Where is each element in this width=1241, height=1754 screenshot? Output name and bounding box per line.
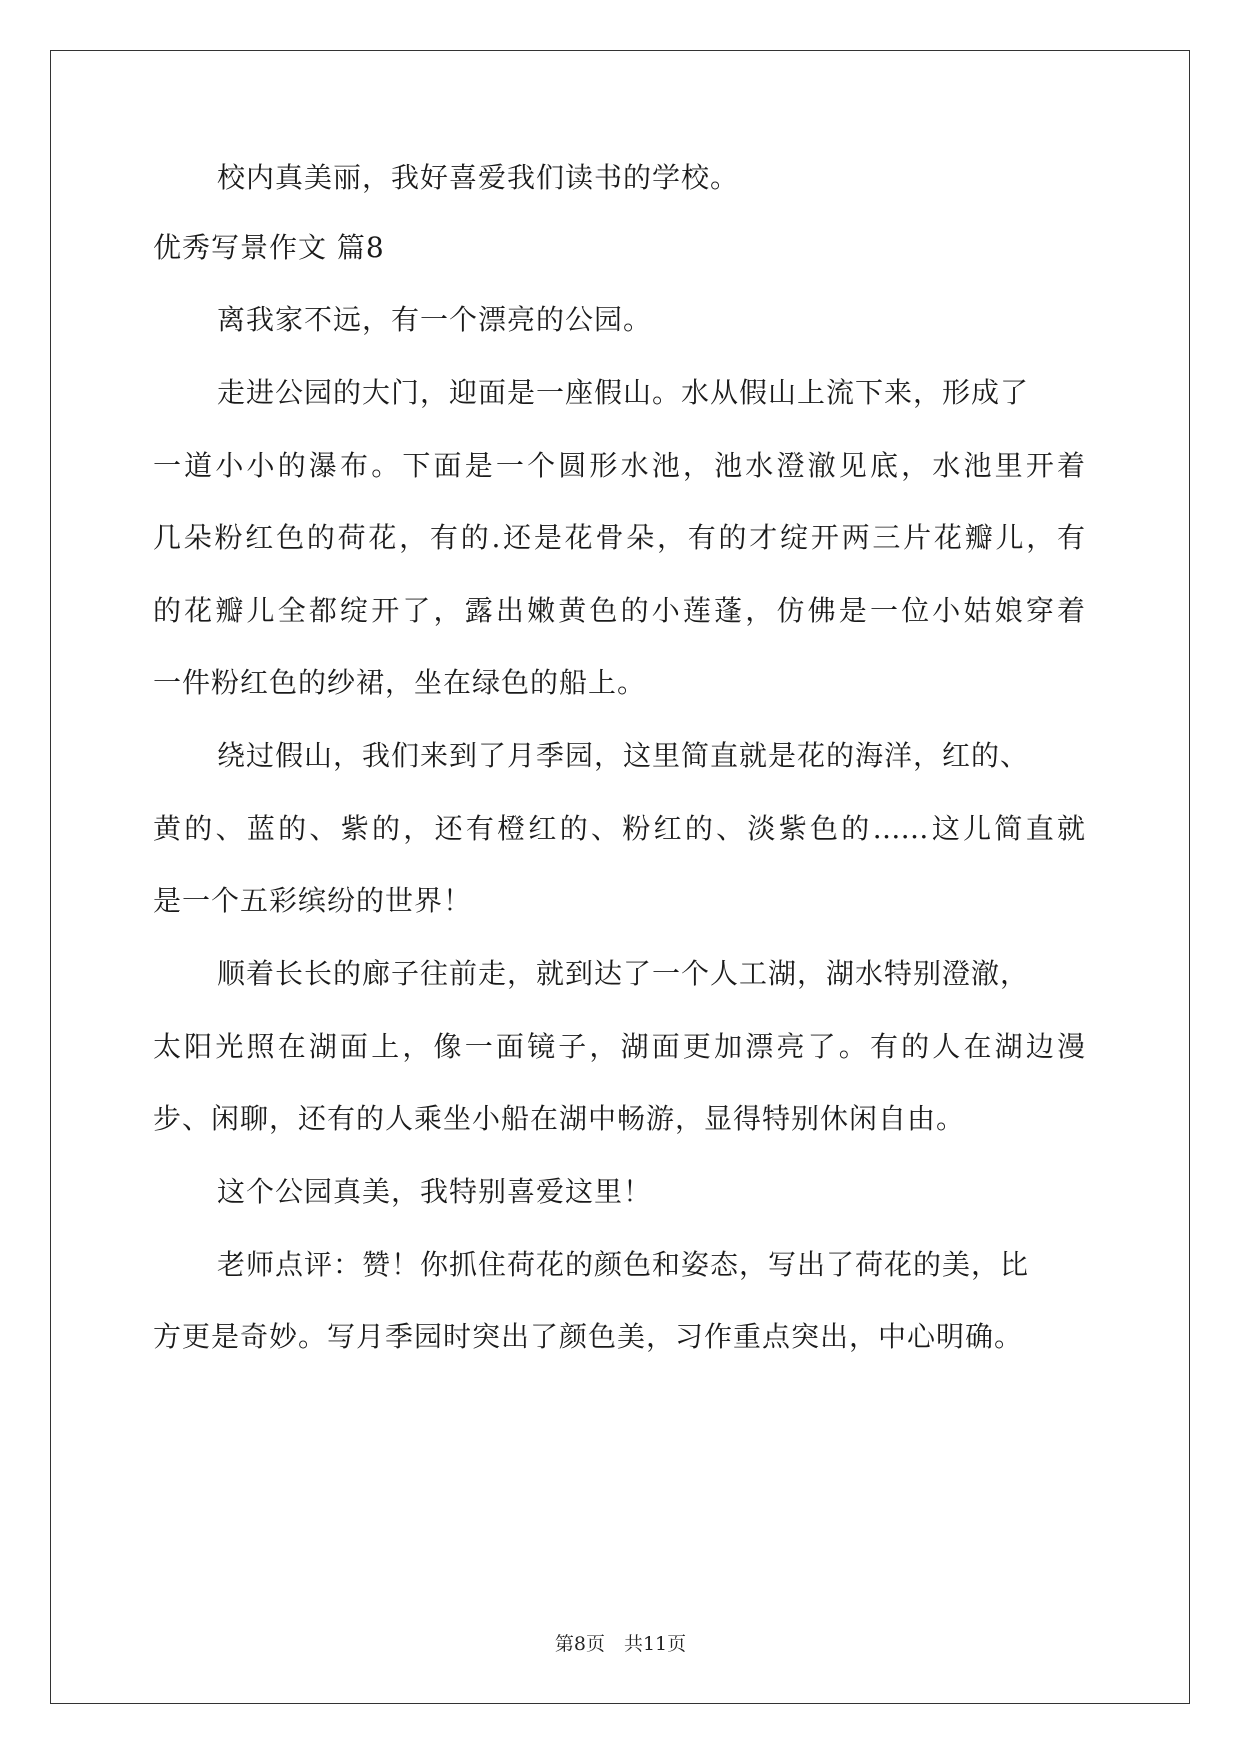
paragraph-line: 几朵粉红色的荷花，有的.还是花骨朵，有的才绽开两三片花瓣儿，有 (153, 521, 1085, 554)
paragraph-line: 方更是奇妙。写月季园时突出了颜色美，习作重点突出，中心明确。 (153, 1320, 1024, 1353)
paragraph-line: 离我家不远，有一个漂亮的公园。 (217, 303, 653, 336)
section-heading: 优秀写景作文 篇8 (153, 231, 385, 264)
page-number: 第8页 共11页 (554, 1633, 687, 1655)
paragraph-line: 的花瓣儿全都绽开了，露出嫩黄色的小莲蓬，仿佛是一位小姑娘穿着 (153, 594, 1085, 627)
paragraph-line: 老师点评：赞！你抓住荷花的颜色和姿态，写出了荷花的美，比 (217, 1248, 1030, 1281)
paragraph-line: 绕过假山，我们来到了月季园，这里简直就是花的海洋，红的、 (217, 739, 1030, 772)
paragraph-line: 是一个五彩缤纷的世界！ (153, 884, 473, 917)
paragraph-line: 步、闲聊，还有的人乘坐小船在湖中畅游，显得特别休闲自由。 (153, 1102, 966, 1135)
paragraph-line: 这个公园真美，我特别喜爱这里！ (217, 1175, 653, 1208)
paragraph-line: 一道小小的瀑布。下面是一个圆形水池，池水澄澈见底，水池里开着 (153, 449, 1085, 482)
paragraph-line: 太阳光照在湖面上，像一面镜子，湖面更加漂亮了。有的人在湖边漫 (153, 1030, 1085, 1063)
paragraph-line: 走进公园的大门，迎面是一座假山。水从假山上流下来，形成了 (217, 376, 1030, 409)
paragraph-line: 黄的、蓝的、紫的，还有橙红的、粉红的、淡紫色的……这儿简直就 (153, 812, 1085, 845)
page-border (50, 50, 1190, 1704)
paragraph-line: 校内真美丽，我好喜爱我们读书的学校。 (217, 161, 740, 194)
paragraph-line: 顺着长长的廊子往前走，就到达了一个人工湖，湖水特别澄澈， (217, 957, 1030, 990)
paragraph-line: 一件粉红色的纱裙，坐在绿色的船上。 (153, 666, 647, 699)
